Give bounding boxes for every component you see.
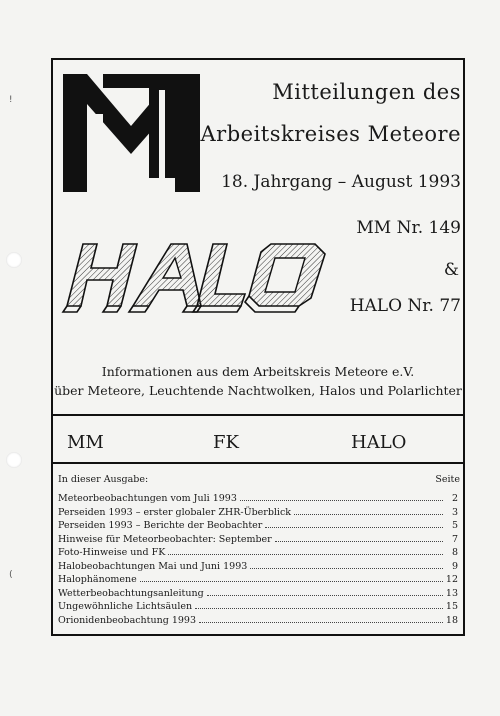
leader-dots (140, 581, 443, 582)
halo-logo-icon (61, 238, 331, 314)
toc-item-page: 7 (451, 533, 458, 545)
toc-item-title: Halophänomene (58, 574, 137, 585)
toc-item-page: 13 (445, 587, 458, 599)
title-line-1: Mitteilungen des (272, 80, 461, 104)
leader-dots (195, 608, 443, 609)
section-label-halo: HALO (351, 432, 407, 453)
toc-item (58, 507, 458, 521)
toc-item-page: 5 (451, 520, 458, 531)
mm-number: MM Nr. 149 (356, 218, 461, 238)
punch-hole-top (6, 252, 22, 268)
toc-item (58, 547, 458, 561)
toc-item-page: 18 (445, 614, 458, 626)
toc-item-page: 9 (451, 560, 458, 572)
leader-dots (240, 500, 443, 501)
toc-item-page: 2 (451, 493, 458, 504)
leader-dots (168, 554, 443, 555)
issue-subtitle: 18. Jahrgang – August 1993 (221, 172, 461, 192)
info-line-2: über Meteore, Leuchtende Nachtwolken, Halos und Polarlichter (54, 383, 462, 398)
section-label-fk: FK (213, 432, 239, 453)
margin-mark: ! (8, 95, 14, 105)
toc-item-page: 8 (451, 547, 458, 558)
leader-dots (275, 541, 443, 542)
section-labels (53, 426, 463, 460)
ampersand: & (443, 260, 459, 280)
cover-frame (51, 58, 465, 636)
toc-page-heading: Seite (435, 474, 460, 485)
toc-item-title: Perseiden 1993 – Berichte der Beobachter (58, 520, 263, 531)
toc-item-page: 12 (445, 574, 458, 585)
toc-heading: In dieser Ausgabe: (58, 474, 149, 485)
mm-logo-icon (63, 74, 200, 192)
toc-item-title: Meteorbeobachtungen vom Juli 1993 (58, 493, 237, 504)
info-block (53, 362, 463, 400)
title-line-2: Arbeitskreises Meteore (200, 122, 461, 146)
leader-dots (265, 527, 443, 528)
halo-number: HALO Nr. 77 (349, 296, 461, 316)
toc-item-page: 15 (445, 601, 458, 612)
leader-dots (250, 568, 443, 569)
section-label-mm: MM (67, 432, 104, 453)
toc-item-title: Wetterbeobachtungsanleitung (58, 587, 204, 599)
punch-hole-bottom (6, 452, 22, 468)
toc-item (58, 534, 458, 548)
leader-dots (207, 595, 443, 596)
leader-dots (199, 622, 443, 623)
toc-item-title: Halobeobachtungen Mai und Juni 1993 (58, 560, 248, 572)
toc-item-title: Perseiden 1993 – erster globaler ZHR-Überblick (58, 506, 292, 518)
leader-dots (294, 514, 443, 515)
table-of-contents (58, 474, 458, 628)
toc-item (58, 520, 458, 534)
toc-item (58, 601, 458, 615)
toc-item (58, 561, 458, 575)
toc-item-title: Ungewöhnliche Lichtsäulen (58, 601, 193, 612)
toc-item-title: Hinweise für Meteorbeobachter: September (58, 533, 272, 545)
toc-item-title: Orionidenbeobachtung 1993 (58, 614, 197, 626)
toc-item (58, 574, 458, 588)
toc-item-title: Foto-Hinweise und FK (58, 547, 166, 558)
toc-header (58, 474, 458, 485)
divider (51, 414, 465, 416)
divider (51, 462, 465, 464)
toc-item (58, 493, 458, 507)
info-line-1: Informationen aus dem Arbeitskreis Meteore e.V. (101, 364, 415, 379)
toc-item (58, 588, 458, 602)
toc-item-page: 3 (451, 506, 458, 518)
margin-mark: ( (8, 570, 14, 580)
toc-item (58, 615, 458, 629)
